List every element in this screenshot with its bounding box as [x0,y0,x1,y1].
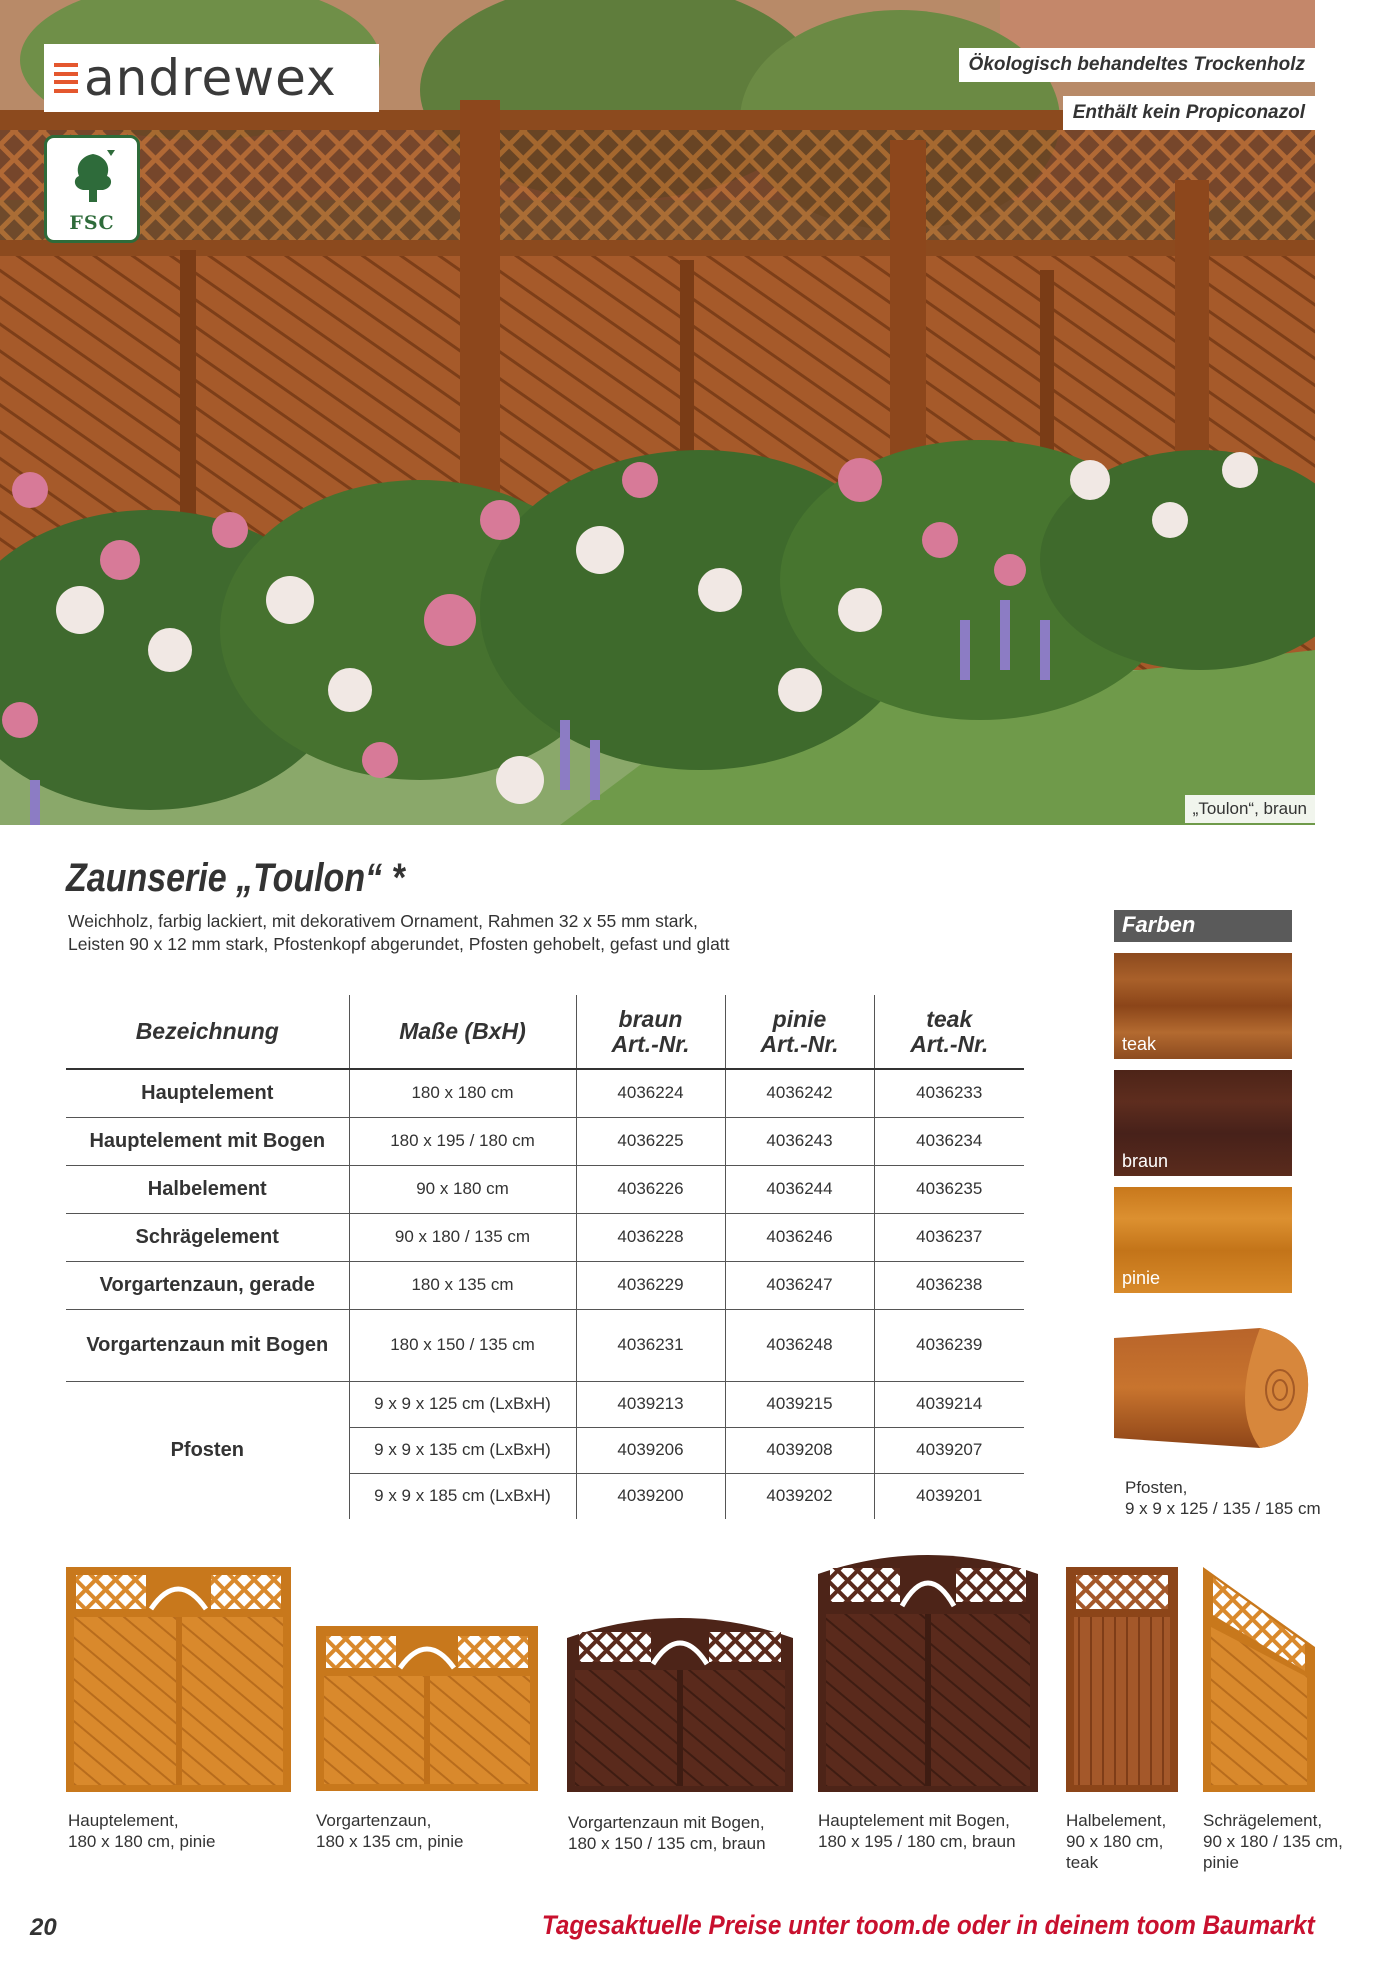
table-row: Hauptelement 180 x 180 cm 4036224 4036242 4036233 [66,1069,1024,1117]
article-table [66,995,1024,1519]
product-hauptelement-pinie [66,1567,291,1792]
table-row: Vorgartenzaun, gerade 180 x 135 cm 4036229 4036247 4036238 [66,1261,1024,1309]
table-row-pfosten: Pfosten 9 x 9 x 125 cm (LxBxH) 4039213 4039215 4039214 [66,1381,1024,1427]
hero-image [0,0,1315,825]
logo-bars-icon [54,63,78,93]
header-teak: teak Art.-Nr. [874,995,1024,1069]
header-bezeichnung: Bezeichnung [66,995,349,1069]
product-vorgartenzaun-pinie [316,1626,538,1791]
product-caption: Hauptelement, 180 x 180 cm, pinie [68,1811,216,1851]
swatch-pinie [1114,1187,1292,1293]
header-pinie: pinie Art.-Nr. [725,995,874,1069]
swatch-label: teak [1122,1034,1157,1054]
post-image [1110,1308,1315,1468]
fsc-logo [44,135,140,243]
product-hauptelement-bogen-braun [818,1548,1038,1792]
product-halbelement-teak [1066,1567,1178,1792]
product-caption: Hauptelement mit Bogen, 180 x 195 / 180 cm, braun [818,1811,1016,1851]
product-caption: Vorgartenzaun mit Bogen, 180 x 150 / 135 cm, braun [568,1813,766,1853]
page-number: 20 [30,1914,57,1941]
description-line: Weichholz, farbig lackiert, mit dekorativem Ornament, Rahmen 32 x 55 mm stark, [68,911,698,931]
product-caption: Vorgartenzaun, 180 x 135 cm, pinie [316,1811,464,1851]
colors-heading: Farben [1114,910,1292,942]
swatch-label: braun [1122,1151,1169,1171]
hero-caption: „Toulon“, braun [1185,795,1315,823]
table-header-row [66,995,1024,1069]
swatch-braun [1114,1070,1292,1176]
description-line: Leisten 90 x 12 mm stark, Pfostenkopf abgerundet, Pfosten gehobelt, gefast und glatt [68,934,730,954]
swatch-label: pinie [1122,1268,1161,1288]
table-row: Hauptelement mit Bogen 180 x 195 / 180 cm 4036225 4036243 4036234 [66,1117,1024,1165]
badge-propiconazol: Enthält kein Propiconazol [1063,96,1315,130]
footer-price-note: Tagesaktuelle Preise unter toom.de oder in deinem toom Baumarkt [542,1910,1315,1940]
swatch-teak [1114,953,1292,1059]
logo-text: andrewex [84,49,337,107]
badge-trockenholz: Ökologisch behandeltes Trockenholz [959,48,1315,82]
header-braun: braun Art.-Nr. [576,995,725,1069]
table-row: Halbelement 90 x 180 cm 4036226 4036244 4036235 [66,1165,1024,1213]
product-caption: Halbelement, 90 x 180 cm, teak [1066,1811,1167,1872]
product-schraegelement-pinie [1203,1567,1315,1792]
fsc-tree-icon [63,148,123,206]
andrewex-logo [44,44,379,112]
product-caption: Schrägelement, 90 x 180 / 135 cm, pinie [1203,1811,1343,1872]
page-title: Zaunserie „Toulon“ * [66,856,405,900]
table-row: Vorgartenzaun mit Bogen 180 x 150 / 135 cm 4036231 4036248 4036239 [66,1309,1024,1381]
post-caption: Pfosten, 9 x 9 x 125 / 135 / 185 cm [1125,1478,1321,1518]
table-row: Schrägelement 90 x 180 / 135 cm 4036228 4036246 4036237 [66,1213,1024,1261]
table-row-pfosten: 9 x 9 x 185 cm (LxBxH) 4039200 4039202 4039201 [66,1473,1024,1519]
product-vorgartenzaun-bogen-braun [567,1608,793,1792]
product-description [68,910,888,956]
header-masse: Maße (BxH) [349,995,576,1069]
table-row-pfosten: 9 x 9 x 135 cm (LxBxH) 4039206 4039208 4039207 [66,1427,1024,1473]
fsc-label: FSC [69,212,115,234]
